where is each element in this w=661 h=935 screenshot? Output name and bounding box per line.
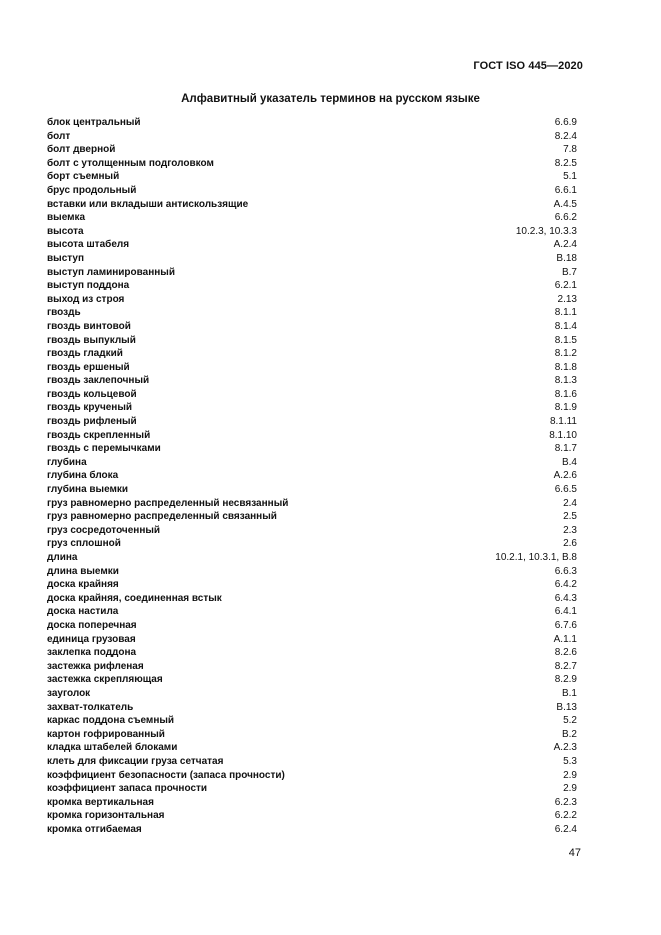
index-entry <box>47 728 577 742</box>
index-reference: 6.6.9 <box>554 117 577 128</box>
index-term: глубина выемки <box>47 484 129 496</box>
index-entry <box>47 347 577 361</box>
index-reference: 2.3 <box>563 524 577 536</box>
index-reference: 2.13 <box>557 293 577 305</box>
index-reference: 6.2.4 <box>554 823 577 835</box>
index-entry <box>47 116 577 130</box>
index-entry <box>47 225 577 239</box>
index-reference: 2.9 <box>563 769 577 781</box>
index-reference: 8.1.4 <box>554 320 577 332</box>
index-term: гвоздь кольцевой <box>47 388 137 400</box>
index-entry <box>47 252 577 266</box>
index-entry <box>47 565 577 579</box>
index-reference: 6.7.6 <box>554 619 577 631</box>
index-entry <box>47 578 577 592</box>
index-entry <box>47 660 577 674</box>
index-reference: А.2.4 <box>553 239 577 251</box>
index-entry <box>47 266 577 280</box>
index-reference: 8.1.9 <box>554 402 577 414</box>
index-term: длина <box>47 552 78 563</box>
index-entry <box>47 497 577 511</box>
index-reference: 8.1.7 <box>554 443 577 455</box>
index-term: груз равномерно распределенный несвязанный <box>47 497 289 509</box>
index-entry <box>47 456 577 470</box>
index-reference: 8.1.2 <box>554 348 577 360</box>
index-term: выход из строя <box>47 293 125 305</box>
index-term: коэффициент безопасности (запаса прочности) <box>47 769 285 781</box>
index-reference: 8.1.11 <box>549 416 577 428</box>
index-reference: 8.2.9 <box>554 674 577 686</box>
index-entry <box>47 198 577 212</box>
index-reference: 8.2.4 <box>554 130 577 142</box>
index-term: доска крайняя <box>47 579 119 591</box>
index-term: клеть для фиксации груза сетчатая <box>47 755 224 767</box>
index-reference: В.1 <box>561 687 577 699</box>
index-term: выемка <box>47 212 86 224</box>
index-term: длина выемки <box>47 565 119 577</box>
index-term: брус продольный <box>47 184 137 196</box>
index-reference: 8.2.5 <box>554 157 577 169</box>
index-term: гвоздь с перемычками <box>47 443 161 455</box>
index-entry <box>47 401 577 415</box>
index-term: болт дверной <box>47 144 116 156</box>
index-entry <box>47 714 577 728</box>
index-reference: А.2.3 <box>553 742 577 754</box>
index-term: картон гофрированный <box>47 728 165 740</box>
index-entry <box>47 701 577 715</box>
index-entry <box>47 619 577 633</box>
index-term: гвоздь выпуклый <box>47 334 136 346</box>
index-reference: 6.2.3 <box>554 796 577 808</box>
index-reference: В.18 <box>556 252 577 264</box>
index-reference: 6.6.1 <box>554 184 577 196</box>
index-entry <box>47 429 577 443</box>
page-title: Алфавитный указатель терминов на русском языке <box>181 93 480 105</box>
index-entry <box>47 823 577 837</box>
index-reference: 10.2.3, 10.3.3 <box>515 225 577 237</box>
index-entry <box>47 320 577 334</box>
index-reference: 6.4.1 <box>554 606 577 618</box>
index-term: застежка скрепляющая <box>47 674 163 686</box>
index-term: болт с утолщенным подголовком <box>47 157 214 169</box>
index-term: груз равномерно распределенный связанный <box>47 511 277 523</box>
index-term: заклепка поддона <box>47 647 137 659</box>
index-term: кромка горизонтальная <box>47 810 165 822</box>
index-term: выступ ламинированный <box>47 266 175 278</box>
index-entry <box>47 755 577 769</box>
index-entry <box>47 741 577 755</box>
index-term: гвоздь <box>47 307 81 319</box>
index-entry <box>47 415 577 429</box>
index-term: болт <box>47 130 71 142</box>
index-term: высота штабеля <box>47 239 130 251</box>
index-entry <box>47 143 577 157</box>
index-entry <box>47 551 577 565</box>
index-entry <box>47 469 577 483</box>
index-reference: 6.6.2 <box>554 212 577 224</box>
index-term: зауголок <box>47 687 91 699</box>
index-entry <box>47 157 577 171</box>
index-reference: 6.6.5 <box>554 484 577 496</box>
index-term: захват-толкатель <box>47 701 134 713</box>
index-term: гвоздь винтовой <box>47 320 131 332</box>
index-reference: А.1.1 <box>553 633 577 645</box>
index-term: гвоздь гладкий <box>47 348 123 360</box>
index-entry <box>47 334 577 348</box>
index-term: единица грузовая <box>47 633 136 645</box>
index-reference: В.7 <box>561 266 577 278</box>
index-term: коэффициент запаса прочности <box>47 783 208 795</box>
index-reference: 8.1.6 <box>554 388 577 400</box>
index-reference: 8.1.1 <box>554 307 577 319</box>
index-entry <box>47 184 577 198</box>
index-entry <box>47 673 577 687</box>
index-entry <box>47 524 577 538</box>
index-entry <box>47 769 577 783</box>
index-entry <box>47 687 577 701</box>
index-reference: В.4 <box>561 456 577 468</box>
index-term: глубина блока <box>47 470 119 482</box>
index-entry <box>47 170 577 184</box>
document-standard-header: ГОСТ ISO 445—2020 <box>473 60 583 72</box>
index-reference: 6.2.2 <box>554 810 577 822</box>
index-reference: 2.4 <box>563 497 577 509</box>
index-reference: 6.4.2 <box>554 579 577 591</box>
index-term: груз сосредоточенный <box>47 524 161 536</box>
index-entry <box>47 483 577 497</box>
index-term: гвоздь крученый <box>47 402 133 414</box>
index-reference: 8.2.6 <box>554 647 577 659</box>
index-term: доска крайняя, соединенная встык <box>47 592 222 604</box>
index-reference: 8.1.3 <box>554 375 577 387</box>
index-reference: 8.1.5 <box>554 334 577 346</box>
index-entry <box>47 796 577 810</box>
index-term: груз сплошной <box>47 538 121 550</box>
index-reference: В.13 <box>556 701 577 713</box>
index-entry <box>47 388 577 402</box>
index-term: гвоздь заклепочный <box>47 375 150 387</box>
index-reference: 8.2.7 <box>554 660 577 672</box>
index-entry <box>47 592 577 606</box>
index-entry <box>47 782 577 796</box>
index-entry <box>47 605 577 619</box>
index-term: доска настила <box>47 606 119 618</box>
index-entry <box>47 361 577 375</box>
index-reference: 10.2.1, 10.3.1, В.8 <box>495 552 577 563</box>
index-term: высота <box>47 225 84 237</box>
index-term: глубина <box>47 456 87 468</box>
index-term: гвоздь скрепленный <box>47 429 151 441</box>
index-term: застежка рифленая <box>47 660 144 672</box>
index-reference: 5.3 <box>563 755 577 767</box>
index-term: кромка отгибаемая <box>47 823 142 835</box>
index-reference: 7.8 <box>563 144 577 156</box>
index-reference: 6.6.3 <box>554 565 577 577</box>
index-entry <box>47 633 577 647</box>
index-term: гвоздь ершеный <box>47 361 130 373</box>
index-reference: А.4.5 <box>553 198 577 210</box>
index-entry <box>47 809 577 823</box>
index-reference: 2.5 <box>563 511 577 523</box>
index-term: вставки или вкладыши антискользящие <box>47 198 249 210</box>
index-reference: 5.1 <box>563 171 577 183</box>
index-entry <box>47 374 577 388</box>
page-number: 47 <box>568 847 581 859</box>
index-entry <box>47 442 577 456</box>
index-entry <box>47 537 577 551</box>
index-entry <box>47 238 577 252</box>
index-entry <box>47 279 577 293</box>
index-reference: 2.9 <box>563 783 577 795</box>
index-reference: 8.1.8 <box>554 361 577 373</box>
index-term: кладка штабелей блоками <box>47 742 178 754</box>
index-reference: 6.2.1 <box>554 280 577 292</box>
index-term: выступ <box>47 252 84 264</box>
index-term: выступ поддона <box>47 280 130 292</box>
index-reference: 6.4.3 <box>554 592 577 604</box>
index-term: доска поперечная <box>47 619 137 631</box>
index-term: гвоздь рифленый <box>47 416 137 428</box>
index-entry <box>47 510 577 524</box>
index-term: борт съемный <box>47 171 120 183</box>
index-entry <box>47 293 577 307</box>
index-entry <box>47 306 577 320</box>
index-reference: 8.1.10 <box>549 429 577 441</box>
index-reference: А.2.6 <box>553 470 577 482</box>
index-term: кромка вертикальная <box>47 796 154 808</box>
term-index-list <box>47 116 577 836</box>
index-term: каркас поддона съемный <box>47 715 175 727</box>
index-entry <box>47 646 577 660</box>
index-reference: В.2 <box>561 728 577 740</box>
index-entry <box>47 130 577 144</box>
index-entry <box>47 211 577 225</box>
index-reference: 2.6 <box>563 538 577 550</box>
index-term: блок центральный <box>47 117 141 128</box>
index-reference: 5.2 <box>563 715 577 727</box>
